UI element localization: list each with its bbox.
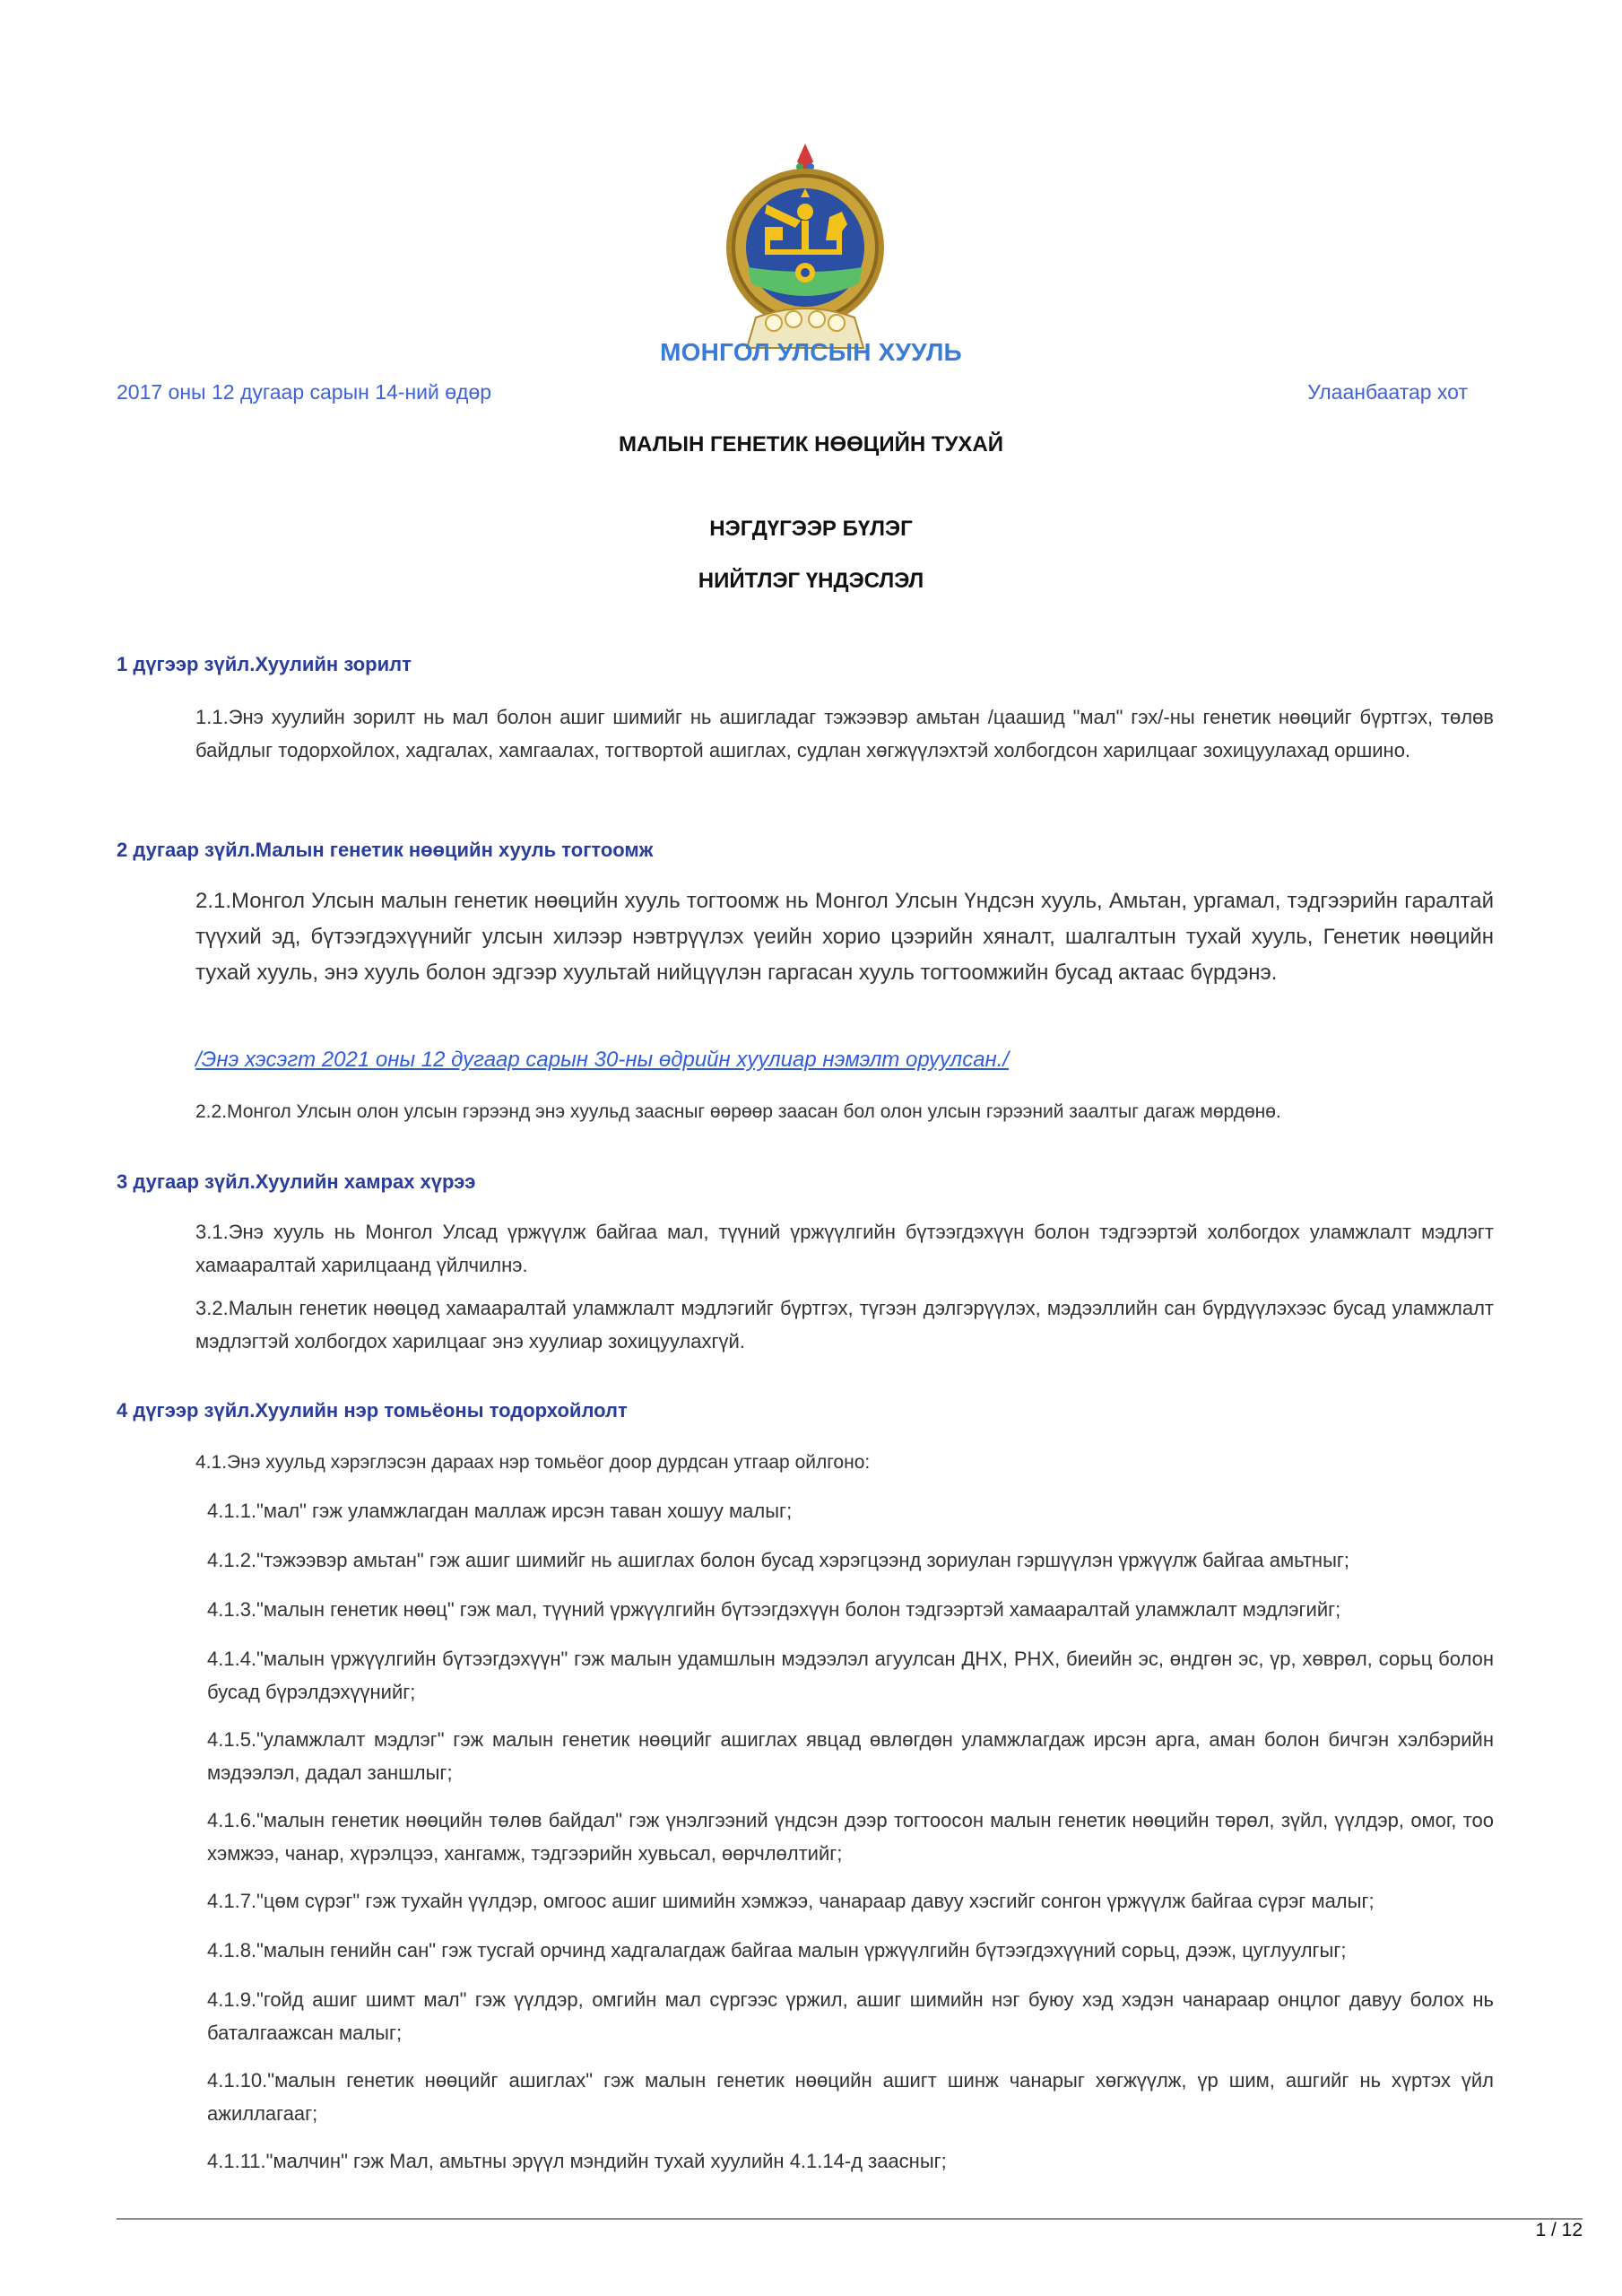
article-3-paragraph-1: 3.1.Энэ хууль нь Монгол Улсад үржүүлж байгаа мал, түүний үржүүлгийн бүтээгдэхүүн болон тэдгээртэй холбогдох уламжлалт мэдлэгт хамааралтай харилцаанд үйлчилнэ. (195, 1221, 1494, 1276)
article-4-intro: 4.1.Энэ хуульд хэрэглэсэн дараах нэр томьёог доор дурдсан утгаар ойлгоно: (195, 1452, 871, 1473)
chapter-title: НИЙТЛЭГ ҮНДЭСЛЭЛ (698, 569, 924, 593)
definition-item: 4.1.8."малын генийн сан" гэж тусгай орчинд хадгалагдаж байгаа малын үржүүлгийн бүтээгдэхүүний сорьц, дээж, цуглуулгыг; (207, 1939, 1347, 1961)
article-1-heading: 1 дүгээр зүйл.Хуулийн зорилт (117, 653, 412, 675)
article-1-paragraph-1: 1.1.Энэ хуулийн зорилт нь мал болон ашиг шимийг нь ашигладаг тэжээвэр амьтан /цаашид "мал" гэх/-ны генетик нөөцийг бүртгэх, төлөв байдлыг тодорхойлох, хадгалах, хамгаалах, тогтвортой ашиглах, судлан хөгжүүлэхтэй холбогдсон харилцааг зохицуулахад оршино. (195, 706, 1494, 761)
article-2-heading: 2 дугаар зүйл.Малын генетик нөөцийн хууль тогтоомж (117, 839, 654, 861)
definition-item: 4.1.10."малын генетик нөөцийг ашиглах" гэж малын генетик нөөцийн ашигт шинж чанарыг хөгжүүлж, үр шим, ашгийг нь хүртэх үйл ажиллагааг; (207, 2069, 1494, 2125)
page-indicator: 1 / 12 (1535, 2220, 1583, 2240)
definition-item: 4.1.11."малчин" гэж Мал, амьтны эрүүл мэндийн тухай хуулийн 4.1.14-д заасныг; (207, 2150, 947, 2172)
definition-item: 4.1.1."мал" гэж уламжлагдан маллаж ирсэн таван хошуу малыг; (207, 1500, 793, 1522)
definition-item: 4.1.3."малын генетик нөөц" гэж мал, түүний үржүүлгийн бүтээгдэхүүн болон тэдгээртэй хамааралтай уламжлалт мэдлэгийг; (207, 1598, 1341, 1621)
amendment-link[interactable]: /Энэ хэсэгт 2021 оны 12 дугаар сарын 30-ны өдрийн хуулиар нэмэлт оруулсан./ (195, 1048, 1010, 1072)
definition-item: 4.1.4."малын үржүүлгийн бүтээгдэхүүн" гэж малын удамшлын мэдээлэл агуулсан ДНХ, РНХ, биеийн эс, өндгөн эс, үр, хөврөл, сорьц болон бусад бүрэлдэхүүнийг; (207, 1648, 1494, 1703)
enactment-date: 2017 оны 12 дугаар сарын 14-ний өдөр (117, 380, 492, 404)
definition-item: 4.1.9."гойд ашиг шимт мал" гэж үүлдэр, омгийн мал сүргээс үржил, ашиг шимийн нэг буюу хэд хэдэн чанараар онцлог давуу болох нь баталгаажсан малыг; (207, 1988, 1494, 2044)
definition-item: 4.1.6."малын генетик нөөцийн төлөв байдал" гэж үнэлгээний үндсэн дээр тогтоосон малын генетик нөөцийн төрөл, зүйл, үүлдэр, омог, тоо хэмжээ, чанар, хүрэлцээ, хангамж, тэдгээрийн хувьсал, өөрчлөлтийг; (207, 1809, 1494, 1865)
article-3-paragraph-2: 3.2.Малын генетик нөөцөд хамааралтай уламжлалт мэдлэгийг бүртгэх, түгээн дэлгэрүүлэх, мэдээллийн сан бүрдүүлэхээс бусад уламжлалт мэдлэгтэй холбогдох харилцааг энэ хуулиар зохицуулахгүй. (195, 1297, 1494, 1352)
law-type-label: МОНГОЛ УЛСЫН ХУУЛЬ (660, 338, 962, 366)
chapter-number: НЭГДҮГЭЭР БҮЛЭГ (709, 517, 913, 541)
definition-item: 4.1.7."цөм сүрэг" гэж тухайн үүлдэр, омгоос ашиг шимийн хэмжээ, чанараар давуу хэсгийг сонгон үржүүлж байгаа сүрэг малыг; (207, 1890, 1375, 1912)
article-4-heading: 4 дүгээр зүйл.Хуулийн нэр томьёоны тодорхойлолт (117, 1399, 628, 1422)
state-emblem-icon (711, 142, 899, 350)
document-title: МАЛЫН ГЕНЕТИК НӨӨЦИЙН ТУХАЙ (618, 432, 1003, 457)
footer-divider (117, 2218, 1583, 2220)
definition-item: 4.1.2."тэжээвэр амьтан" гэж ашиг шимийг нь ашиглах болон бусад хэрэгцээнд зориулан гэршүүлэн үржүүлж байгаа амьтныг; (207, 1549, 1350, 1571)
article-3-heading: 3 дугаар зүйл.Хуулийн хамрах хүрээ (117, 1170, 476, 1193)
article-2-paragraph-1: 2.1.Монгол Улсын малын генетик нөөцийн хууль тогтоомж нь Монгол Улсын Үндсэн хууль, Амьтан, ургамал, тэдгээрийн гаралтай түүхий эд, бүтээгдэхүүнийг улсын хилээр нэвтрүүлэх үеийн хорио цээрийн хяналт, шалгалтын тухай хууль, Генетик нөөцийн тухай хууль, энэ хууль болон эдгээр хуультай нийцүүлэн гаргасан хууль тогтоомжийн бусад актаас бүрдэнэ. (195, 889, 1494, 985)
definition-item: 4.1.5."уламжлалт мэдлэг" гэж малын генетик нөөцийг ашиглах явцад өвлөгдөн уламжлагдаж ирсэн арга, аман болон бичгэн хэлбэрийн мэдээлэл, дадал заншлыг; (207, 1728, 1494, 1784)
enactment-place: Улаанбаатар хот (1307, 380, 1468, 404)
article-2-paragraph-2: 2.2.Монгол Улсын олон улсын гэрээнд энэ хуульд заасныг өөрөөр заасан бол олон улсын гэрээний заалтыг дагаж мөрдөнө. (195, 1101, 1281, 1122)
